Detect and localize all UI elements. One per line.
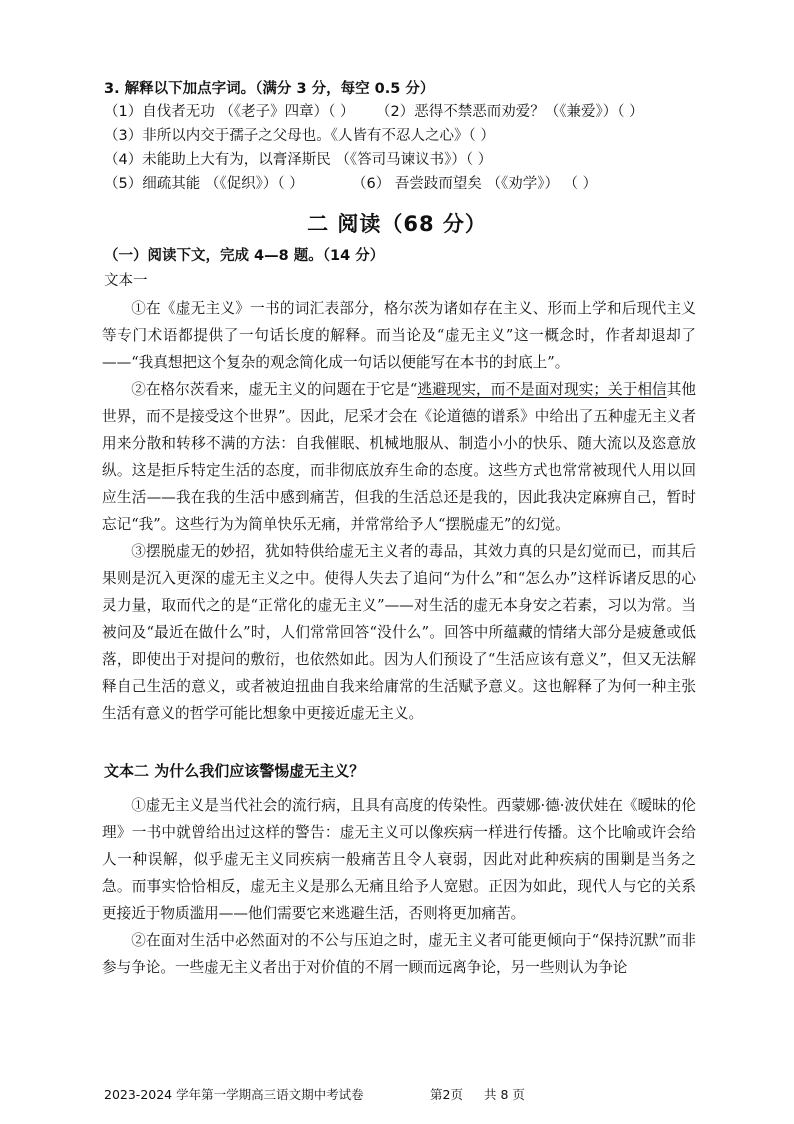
footer-total-pages: 共 8 页 (484, 1087, 525, 1102)
text-1-paragraph-2 (102, 376, 696, 538)
item-5: （5）细疏其能 （《促织》）（ ） (104, 176, 304, 192)
question-3-heading: 3. 解释以下加点字词。（满分 3 分，每空 0.5 分） (104, 81, 435, 97)
text-1-paragraph-2-start: ②在格尔茨看来，虚无主义的问题在于它是“ (131, 381, 418, 398)
item-2: （2）恶得不禁恶而劝爱？（《兼爱》）（ ） (376, 104, 644, 120)
underlined-quote: 逃避现实，而不是面对现实；关于相信 (417, 381, 667, 398)
item-3: （3）非所以内交于孺子之父母也。《人皆有不忍人之心》（ ） (104, 128, 495, 144)
text-2-paragraph-2: ②在面对生活中必然面对的不公与压迫之时，虚无主义者可能更倾向于“保持沉默”而非参与争论。一些虚无主义者出于对价值的不屑一顾而远离争论，另一些则认为争论 (102, 932, 696, 976)
text-1-paragraph-2-rest: 其他世界，而不是接受这个世界”。因此，尼采才会在《论道德的谱系》中给出了五种虚无主义者用来分散和转移不满的方法：自我催眠、机械地服从、制造小小的快乐、随大流以及恣意放纵。这是拒斥特定生活的态度，而非彻底放弃生命的态度。这些方式也常常被现代人用以回应生活——我在我的生活中感到痛苦，但我的生活总还是我的，因此我决定麻痹自己，暂时忘记“我”。这些行为为简单快乐无痛，并常常给予人“摆脱虚无”的幻觉。 (102, 381, 696, 533)
text-1-paragraph-1: ①在《虚无主义》一书的词汇表部分，格尔茨为诸如存在主义、形而上学和后现代主义等专门术语都提供了一句话长度的解释。而当论及“虚无主义”这一概念时，作者却退却了——“我真想把这个复杂的观念简化成一句话以便能写在本书的封底上”。 (102, 300, 696, 371)
text-2-title: 文本二 为什么我们应该警惕虚无主义？ (104, 762, 365, 780)
part-1-heading: （一）阅读下文，完成 4—8 题。（14 分） (104, 248, 385, 264)
footer-exam-title: 2023-2024 学年第一学期高三语文期中考试卷 (104, 1087, 364, 1102)
item-1: （1）自伐者无功 （《老子》四章）（ ） (104, 104, 355, 120)
text-1-body (102, 295, 696, 727)
text-2-paragraph-1: ①虚无主义是当代社会的流行病，且具有高度的传染性。西蒙娜·德·波伏娃在《暧昧的伦理》一书中就曾给出过这样的警告：虚无主义可以像疾病一样进行传播。这个比喻或许会给人一种误解，似乎虚无主义同疾病一般痛苦且令人衰弱，因此对此种疾病的围剿是当务之急。而事实恰恰相反，虚无主义是那么无痛且给予人宽慰。正因为如此，现代人与它的关系更接近于物质滥用——他们需要它来逃避生活，否则将更加痛苦。 (102, 797, 696, 922)
item-6: （6） 吾尝跂而望矣 （《劝学》） （ ） (352, 176, 598, 192)
section-title: 二 阅读（68 分） (307, 212, 487, 236)
item-4: （4）未能助上大有为，以膏泽斯民 （《答司马谏议书》）（ ） (104, 152, 493, 168)
text-1-label: 文本一 (104, 273, 148, 289)
text-2-body (102, 792, 696, 981)
footer-page-number: 第2页 (430, 1087, 463, 1102)
text-1-paragraph-3: ③摆脱虚无的妙招，犹如特供给虚无主义者的毒品，其效力真的只是幻觉而已，而其后果则是沉入更深的虚无主义之中。使得人失去了追问“为什么”和“怎么办”这样诉诸反思的心灵力量，取而代之的是“正常化的虚无主义”——对生活的虚无本身安之若素，习以为常。当被问及“最近在做什么”时，人们常常回答“没什么”。回答中所蕴藏的情绪大部分是疲惫或低落，即使出于对提问的敷衍，也依然如此。因为人们预设了“生活应该有意义”，但又无法解释自己生活的意义，或者被迫扭曲自我来给庸常的生活赋予意义。这也解释了为何一种主张生活有意义的哲学可能比想象中更接近虚无主义。 (102, 543, 696, 722)
